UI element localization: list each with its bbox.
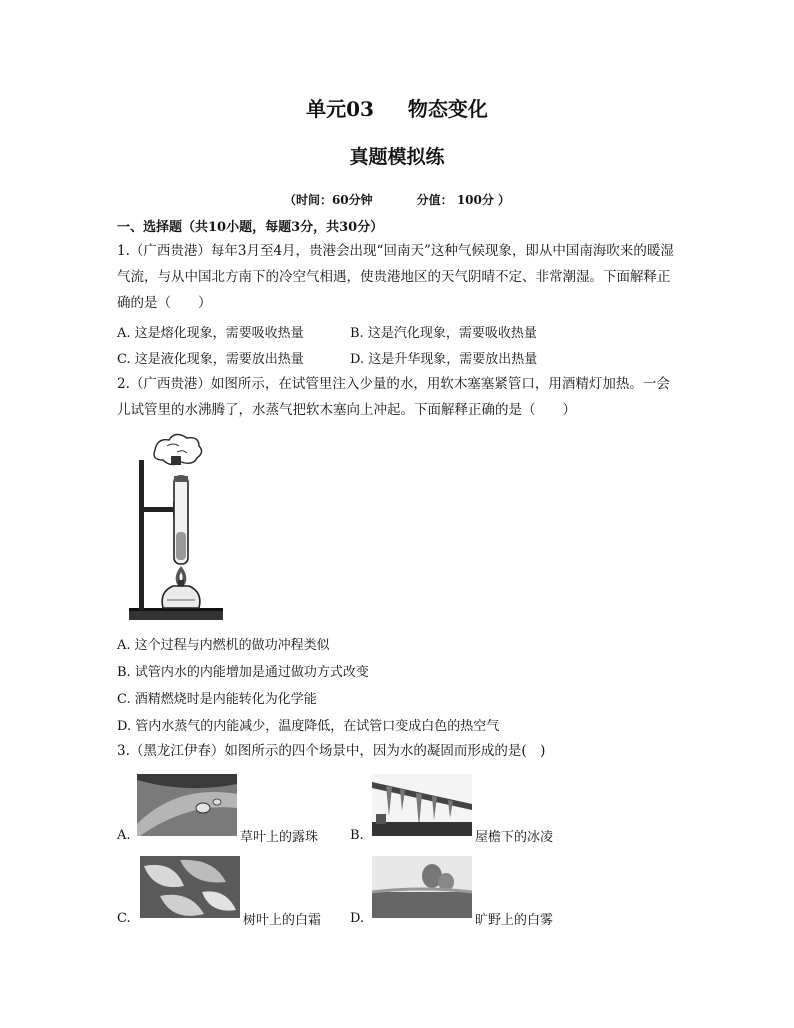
question-2-stem: 2.（广西贵港）如图所示，在试管里注入少量的水，用软木塞塞紧管口，用酒精灯加热。一会儿试管里的水沸腾了，水蒸气把软木塞向上冲起。下面解释正确的是（ ）	[117, 376, 670, 418]
test-tube-apparatus-figure	[127, 432, 227, 624]
question-2-option-c: C. 酒精燃烧时是内能转化为化学能	[117, 692, 317, 707]
fog-in-field-photo	[372, 856, 472, 918]
question-1-option-b: B. 这是汽化现象，需要吸收热量	[350, 326, 537, 341]
exam-time: （时间：60分钟	[283, 193, 373, 207]
question-3-option-c-letter: C.	[117, 911, 131, 926]
question-2-option-a: A. 这个过程与内燃机的做功冲程类似	[117, 638, 330, 653]
question-1-option-a: A. 这是熔化现象，需要吸收热量	[117, 326, 304, 341]
question-3-option-c-caption: 树叶上的白霜	[243, 913, 322, 928]
question-3-option-a-letter: A.	[117, 828, 131, 843]
question-3-option-d-letter: D.	[350, 911, 365, 926]
exam-meta	[0, 191, 794, 208]
question-1-option-d: D. 这是升华现象，需要放出热量	[350, 352, 538, 367]
question-1-option-c: C. 这是液化现象，需要放出热量	[117, 352, 304, 367]
question-1-stem: 1.（广西贵港）每年3月至4月，贵港会出现“回南天”这种气候现象，即从中国南海吹来的暖湿气流，与从中国北方南下的冷空气相遇，使贵港地区的天气阴晴不定、非常潮湿。下面解释正确的是（ ）	[117, 243, 674, 311]
frost-on-leaves-photo	[140, 856, 240, 918]
question-3-option-b-caption: 屋檐下的冰凌	[475, 830, 554, 845]
page-title	[0, 93, 794, 122]
question-2-option-b: B. 试管内水的内能增加是通过做功方式改变	[117, 665, 369, 680]
icicles-photo	[372, 774, 472, 836]
dew-on-grass-photo	[137, 774, 237, 836]
question-3-option-b-letter: B.	[350, 828, 364, 843]
question-3-option-a-caption: 草叶上的露珠	[240, 830, 319, 845]
unit-number: 单元03	[306, 97, 374, 121]
unit-topic: 物态变化	[407, 97, 488, 121]
page-subtitle: 真题模拟练	[349, 146, 445, 168]
exam-score: 分值： 100分 ）	[416, 193, 511, 207]
question-2-option-d: D. 管内水蒸气的内能减少，温度降低，在试管口变成白色的热空气	[117, 719, 500, 734]
question-3-option-d-caption: 旷野上的白雾	[475, 913, 554, 928]
section-heading: 一、选择题（共10小题，每题3分，共30分）	[117, 220, 384, 235]
question-3-stem: 3.（黑龙江伊春）如图所示的四个场景中，因为水的凝固而形成的是( )	[117, 743, 546, 759]
